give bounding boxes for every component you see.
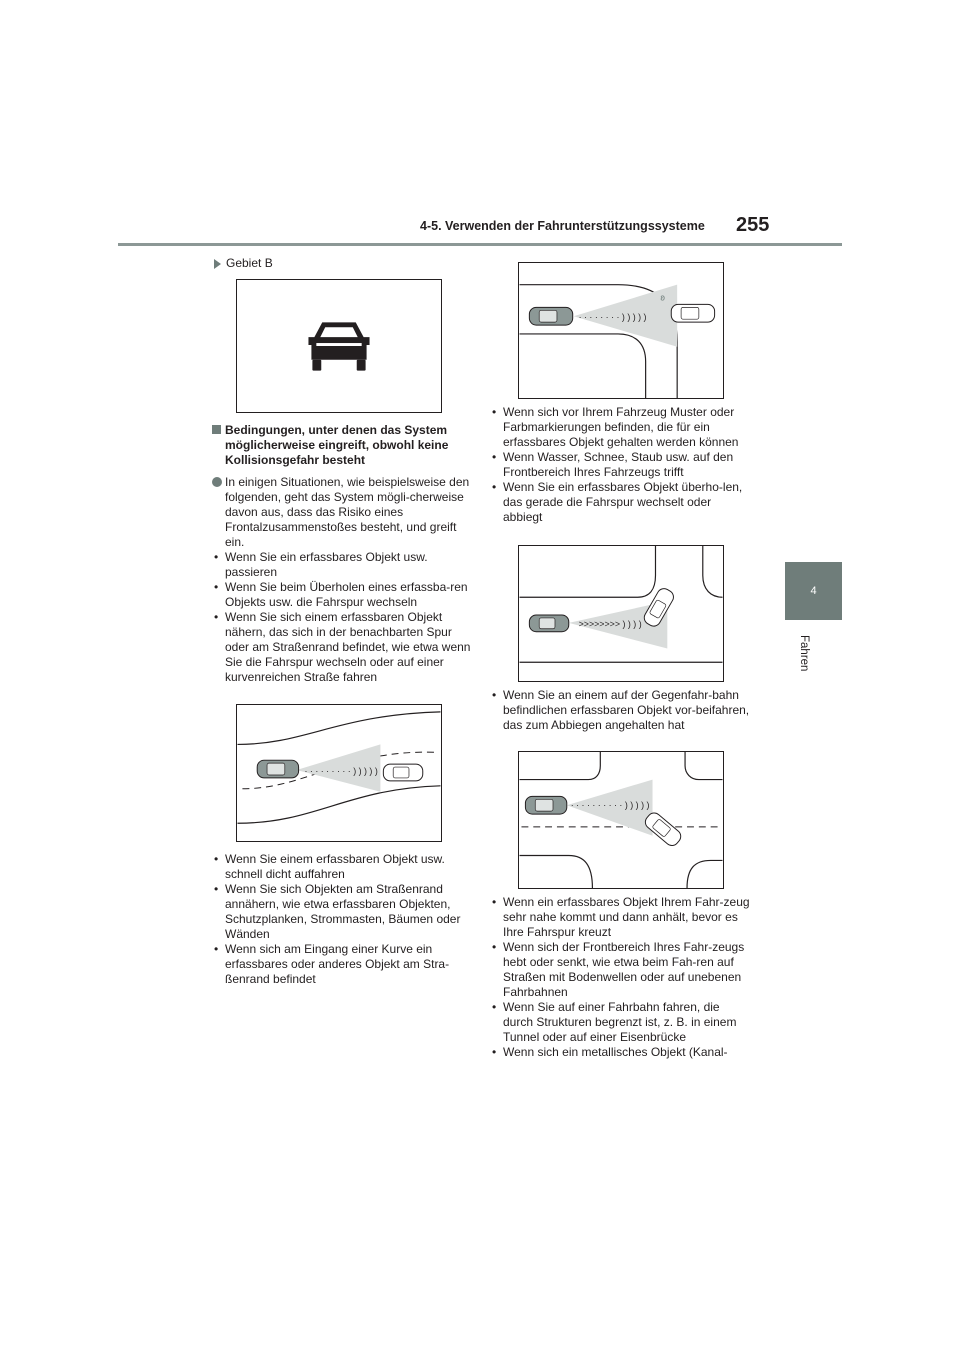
list-item: • Wenn Sie auf einer Fahrbahn fahren, die durch Strukturen begrenzt ist, z. B. in einem Tunnel oder auf einer Eisenbrücke bbox=[490, 1000, 752, 1045]
svg-text:· · · · · · · · ) ) ) ) ): · · · · · · · · ) ) ) ) ) bbox=[578, 312, 647, 323]
list-item: • Wenn Sie an einem auf der Gegenfahr-bahn befindlichen erfassbaren Objekt vor-beifahren, das zum Abbiegen angehalten hat bbox=[490, 688, 752, 733]
subheading bbox=[212, 256, 474, 271]
figure-turning-road bbox=[518, 262, 724, 399]
svg-text:>>>>>>>> ) ) ) ): >>>>>>>> ) ) ) ) bbox=[578, 618, 642, 629]
chapter-label: Fahren bbox=[798, 635, 810, 672]
car-topview-icon bbox=[383, 764, 422, 781]
figure-curvy-road bbox=[236, 704, 442, 842]
list-item: • Wenn Sie ein erfassbares Objekt überho-len, das gerade die Fahrspur wechselt oder abbiegt bbox=[490, 480, 752, 525]
bullet-list-2 bbox=[212, 852, 474, 987]
car-front-icon bbox=[308, 322, 369, 370]
list-item: • Wenn sich am Eingang einer Kurve ein erfassbares oder anderes Objekt am Stra-ßenrand befindet bbox=[212, 942, 474, 987]
left-column bbox=[212, 256, 474, 987]
bullet-list-4 bbox=[490, 688, 752, 733]
list-item: • Wenn sich vor Ihrem Fahrzeug Muster oder Farbmarkierungen befinden, die für ein erfassbares Objekt gehalten werden können bbox=[490, 405, 752, 450]
list-item: • Wenn Sie sich Objekten am Straßenrand annähern, wie etwa erfassbaren Objekten, Schutzplanken, Strommasten, Bäumen oder Wänden bbox=[212, 882, 474, 942]
svg-text:ʚ: ʚ bbox=[660, 292, 665, 303]
list-item: • Wenn Sie ein erfassbares Objekt usw. passieren bbox=[212, 550, 474, 580]
list-item: • Wenn ein erfassbares Objekt Ihrem Fahr-zeug sehr nahe kommt und dann anhält, bevor es Ihre Fahrspur kreuzt bbox=[490, 895, 752, 940]
car-topview-icon bbox=[529, 615, 568, 632]
intro-text: In einigen Situationen, wie beispielsweise den folgenden, geht das System mögli-cherweise davon aus, dass das Risiko eines Frontalzusammenstoßes besteht, und greift ein. bbox=[225, 475, 470, 549]
bullet-list-1 bbox=[212, 550, 474, 685]
list-item: • Wenn Sie einem erfassbaren Objekt usw. schnell dicht auffahren bbox=[212, 852, 474, 882]
car-topview-icon bbox=[525, 796, 566, 814]
bullet-list-5 bbox=[490, 895, 752, 1060]
svg-text:· · · · · · · · · ) ) ) ) ): · · · · · · · · · ) ) ) ) ) bbox=[304, 765, 378, 776]
section-title: 4-5. Verwenden der Fahrunterstützungssysteme bbox=[420, 219, 705, 233]
svg-text:· · · · · · · · · · ) ) ) ) ): · · · · · · · · · · ) ) ) ) ) bbox=[570, 800, 650, 811]
circle-bullet-icon bbox=[212, 477, 222, 487]
bullet-list-3 bbox=[490, 405, 752, 525]
figure-car-front bbox=[236, 279, 442, 413]
intro-paragraph bbox=[212, 475, 474, 550]
list-item: • Wenn Sie sich einem erfassbaren Objekt nähern, das sich in der benachbarten Spur oder am Straßenrand befindet, wie etwa wenn Sie die Fahrspur wechseln oder auf einer kurvenreichen Straße fahren bbox=[212, 610, 474, 685]
chapter-tab[interactable]: 4 bbox=[785, 562, 842, 620]
triangle-bullet-icon bbox=[214, 259, 221, 269]
section-heading bbox=[212, 423, 474, 468]
page-number: 255 bbox=[736, 214, 770, 236]
list-item: • Wenn Sie beim Überholen eines erfassba-ren Objekts usw. die Fahrspur wechseln bbox=[212, 580, 474, 610]
header-divider bbox=[118, 243, 842, 246]
right-column bbox=[490, 262, 752, 1060]
section-heading-text: Bedingungen, unter denen das System möglicherweise eingreift, obwohl keine Kollisionsgefahr besteht bbox=[225, 423, 449, 467]
list-item: • Wenn sich ein metallisches Objekt (Kanal- bbox=[490, 1045, 752, 1060]
square-bullet-icon bbox=[212, 425, 221, 434]
list-item: • Wenn sich der Frontbereich Ihres Fahr-zeugs hebt oder senkt, wie etwa beim Fah-ren auf Straßen mit Bodenwellen oder auf unebenen Fahrbahnen bbox=[490, 940, 752, 1000]
figure-oncoming-turn bbox=[518, 751, 724, 889]
car-topview-icon bbox=[671, 304, 714, 322]
list-item: • Wenn Wasser, Schnee, Staub usw. auf den Frontbereich Ihres Fahrzeugs trifft bbox=[490, 450, 752, 480]
figure-crossing-car bbox=[518, 545, 724, 682]
car-topview-icon bbox=[529, 307, 572, 325]
car-topview-icon bbox=[257, 760, 298, 778]
subheading-text: Gebiet B bbox=[226, 256, 273, 270]
